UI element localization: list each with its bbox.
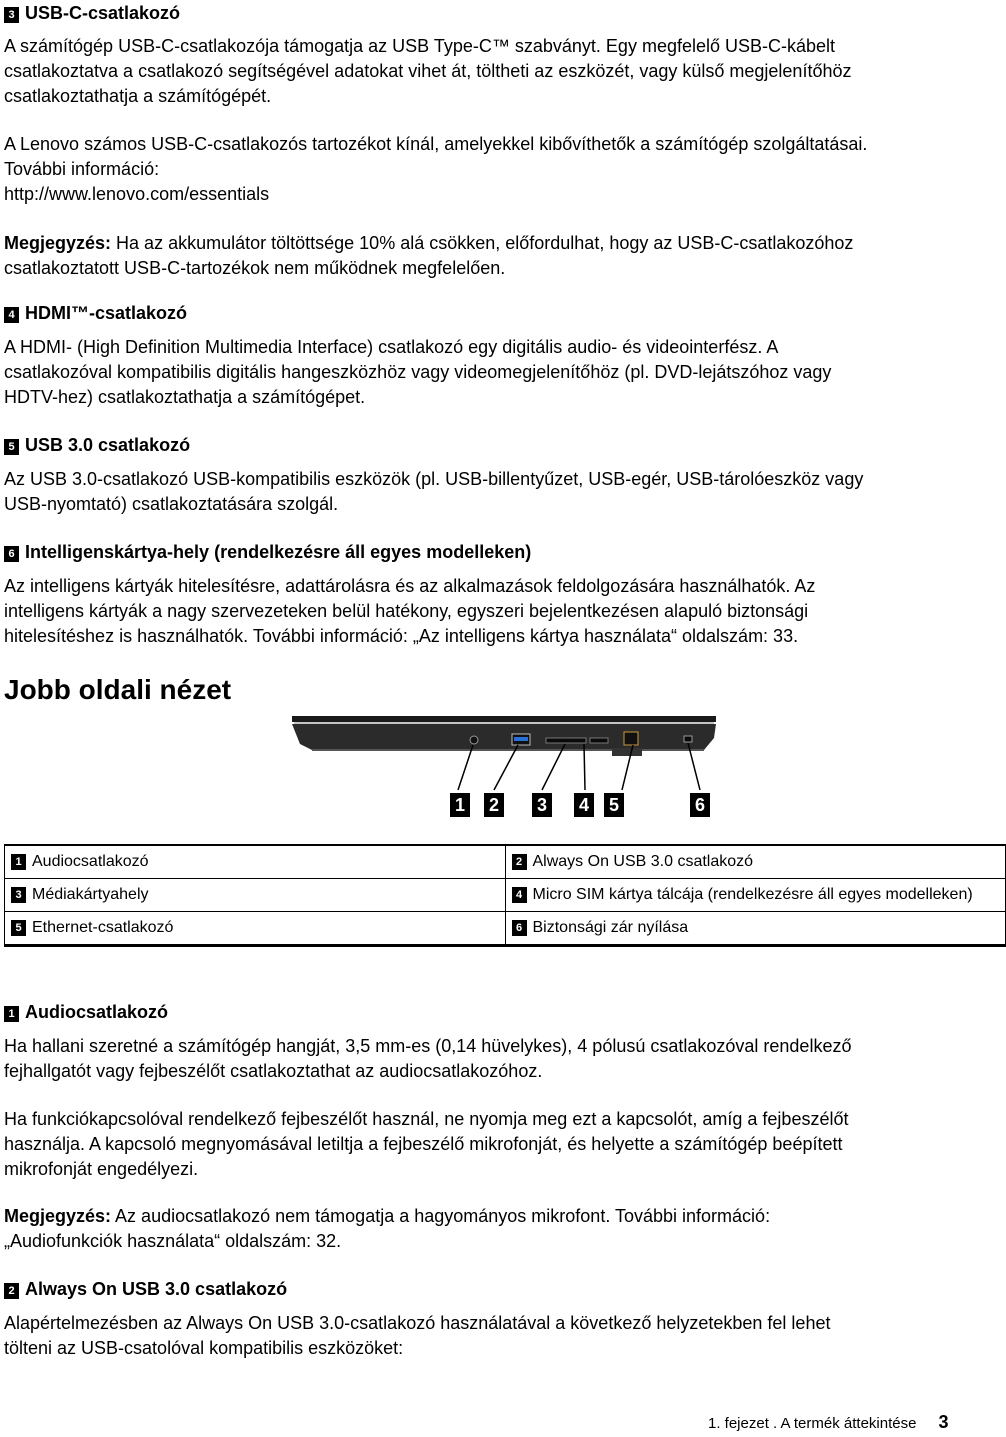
paragraph: Ha hallani szeretné a számítógép hangját, 3,5 mm-es (0,14 hüvelykes), 4 pólusú csatlakozóval rendelkező fejhallgatót vagy fejbeszélőt csatlakoztathat az audiocsatlakozóhoz. xyxy=(4,1036,852,1081)
legend-label: Always On USB 3.0 csatlakozó xyxy=(532,853,754,870)
heading-text: Intelligenskártya-hely (rendelkezésre áll egyes modelleken) xyxy=(25,542,532,562)
sim-tray xyxy=(590,738,608,743)
callout-badge: 6 xyxy=(4,546,19,562)
section-heading-hdmi xyxy=(4,302,187,324)
table-row xyxy=(5,879,1006,912)
legend-label: Micro SIM kártya tálcája (rendelkezésre áll egyes modelleken) xyxy=(532,886,973,903)
callout-number: 2 xyxy=(488,795,500,815)
audio-port xyxy=(470,736,478,744)
section-heading-usbc xyxy=(4,2,180,24)
ethernet-port xyxy=(624,732,638,745)
section-heading-usb3 xyxy=(4,434,190,456)
heading-text: HDMI™-csatlakozó xyxy=(25,303,188,323)
callout-number: 1 xyxy=(454,795,466,815)
paragraph: Alapértelmezésben az Always On USB 3.0-csatlakozó használatával a következő helyzetekben fel lehet tölteni az USB-csatolóval kompatibilis eszközöket: xyxy=(4,1313,831,1358)
legend-cell xyxy=(505,879,1006,912)
legend-cell xyxy=(5,912,506,946)
paragraph: A HDMI- (High Definition Multimedia Interface) csatlakozó egy digitális audio- és videointerfész. A csatlakozóval kompatibilis digitális hangeszközhöz vagy videomegjelenítőhöz (pl. DVD-lejátszóhoz vagy HDTV-hez) csatlakoztathatja a számítógépet. xyxy=(4,337,832,407)
leader-line xyxy=(494,745,518,790)
figure-callout xyxy=(690,793,710,817)
laptop-lid xyxy=(292,716,716,722)
heading-text: Always On USB 3.0 csatlakozó xyxy=(25,1279,288,1299)
callout-badge: 1 xyxy=(11,854,26,870)
page-number: 3 xyxy=(938,1412,949,1432)
legend-label: Biztonsági zár nyílása xyxy=(532,919,689,936)
legend-cell xyxy=(505,845,1006,879)
callout-badge: 3 xyxy=(11,887,26,903)
legend-cell xyxy=(5,845,506,879)
callout-badge: 3 xyxy=(4,7,19,23)
legend-label: Audiocsatlakozó xyxy=(32,853,149,870)
callout-badge: 5 xyxy=(11,920,26,936)
paragraph: Az intelligens kártyák hitelesítésre, adattárolásra és az alkalmazások feldolgozására használhatók. Az intelligens kártyák a nagy szervezeteken belül hatékony, egyszeri bejelentkezésen alapuló biztonsági hitelesítéshez is használhatók. További információ: „Az intelligens kártya használata“ oldalszám: 33. xyxy=(4,576,816,646)
figure-callout xyxy=(450,793,470,817)
paragraph: A számítógép USB-C-csatlakozója támogatja az USB Type-C™ szabványt. Egy megfelelő USB-C-kábelt csatlakoztatva a csatlakozó segítségével adatokat vihet át, töltheti az eszközét, vagy külső megjelenítőhöz csatlakoztathatja a számítógépét. xyxy=(4,36,852,106)
callout-badge: 4 xyxy=(512,887,527,903)
heading-text: USB-C-csatlakozó xyxy=(25,3,181,23)
note-text: Az audiocsatlakozó nem támogatja a hagyományos mikrofont. További információ: „Audiofunkciók használata“ oldalszám: 32. xyxy=(4,1206,771,1251)
legend-table xyxy=(4,844,1006,947)
legend-cell xyxy=(5,879,506,912)
legend-label: Ethernet-csatlakozó xyxy=(32,919,174,936)
callout-number: 5 xyxy=(608,795,620,815)
media-card-slot xyxy=(546,738,586,743)
security-lock-slot xyxy=(684,736,692,742)
callout-badge: 2 xyxy=(512,854,527,870)
callout-badge: 2 xyxy=(4,1283,19,1299)
laptop-foot xyxy=(612,748,642,756)
callout-badge: 1 xyxy=(4,1006,19,1022)
paragraph: Ha funkciókapcsolóval rendelkező fejbeszélőt használ, ne nyomja meg ezt a kapcsolót, amíg a fejbeszélőt használja. A kapcsoló megnyomásával letiltja a fejbeszélő mikrofonját, és helyette a számítógép beépített mikrofonját engedélyezi. xyxy=(4,1109,849,1179)
note-paragraph xyxy=(4,1204,1004,1254)
note-label: Megjegyzés: xyxy=(4,1206,112,1226)
leader-line xyxy=(458,745,473,790)
callout-badge: 4 xyxy=(4,307,19,323)
legend-cell xyxy=(505,912,1006,946)
section-heading-audio xyxy=(4,1001,168,1023)
callout-number: 6 xyxy=(694,795,706,815)
laptop-base xyxy=(292,724,716,750)
paragraph: A Lenovo számos USB-C-csatlakozós tartozékot kínál, amelyekkel kibővíthetők a számítógép szolgáltatásai. További információ: http://www.lenovo.com/essentials xyxy=(4,134,868,204)
chapter-title: 1. fejezet . A termék áttekintése xyxy=(708,1415,917,1432)
callout-badge: 6 xyxy=(512,920,527,936)
note-paragraph xyxy=(4,231,1004,281)
paragraph: Az USB 3.0-csatlakozó USB-kompatibilis eszközök (pl. USB-billentyűzet, USB-egér, USB-tárolóeszköz vagy USB-nyomtató) csatlakoztatására szolgál. xyxy=(4,469,864,514)
table-row xyxy=(5,912,1006,946)
usb-port-tongue xyxy=(514,737,528,741)
callout-number: 4 xyxy=(578,795,590,815)
page-footer xyxy=(708,1412,948,1433)
note-label: Megjegyzés: xyxy=(4,233,112,253)
callout-badge: 5 xyxy=(4,439,19,455)
heading-text: USB 3.0 csatlakozó xyxy=(25,435,191,455)
leader-line xyxy=(584,744,585,790)
note-text: Ha az akkumulátor töltöttsége 10% alá csökken, előfordulhat, hogy az USB-C-csatlakozóhoz csatlakoztatott USB-C-tartozékok nem működnek megfelelően. xyxy=(4,233,854,278)
figure-callout xyxy=(574,793,594,817)
section-heading-alwayson xyxy=(4,1278,287,1300)
table-row xyxy=(5,845,1006,879)
section-title-right-view: Jobb oldali nézet xyxy=(4,674,232,705)
heading-text: Audiocsatlakozó xyxy=(25,1002,169,1022)
figure-callout xyxy=(604,793,624,817)
legend-label: Médiakártyahely xyxy=(32,886,149,903)
figure-callout xyxy=(532,793,552,817)
laptop-right-side-figure xyxy=(290,714,722,820)
section-heading-smartcard xyxy=(4,541,531,563)
figure-callout xyxy=(484,793,504,817)
callout-number: 3 xyxy=(536,795,548,815)
